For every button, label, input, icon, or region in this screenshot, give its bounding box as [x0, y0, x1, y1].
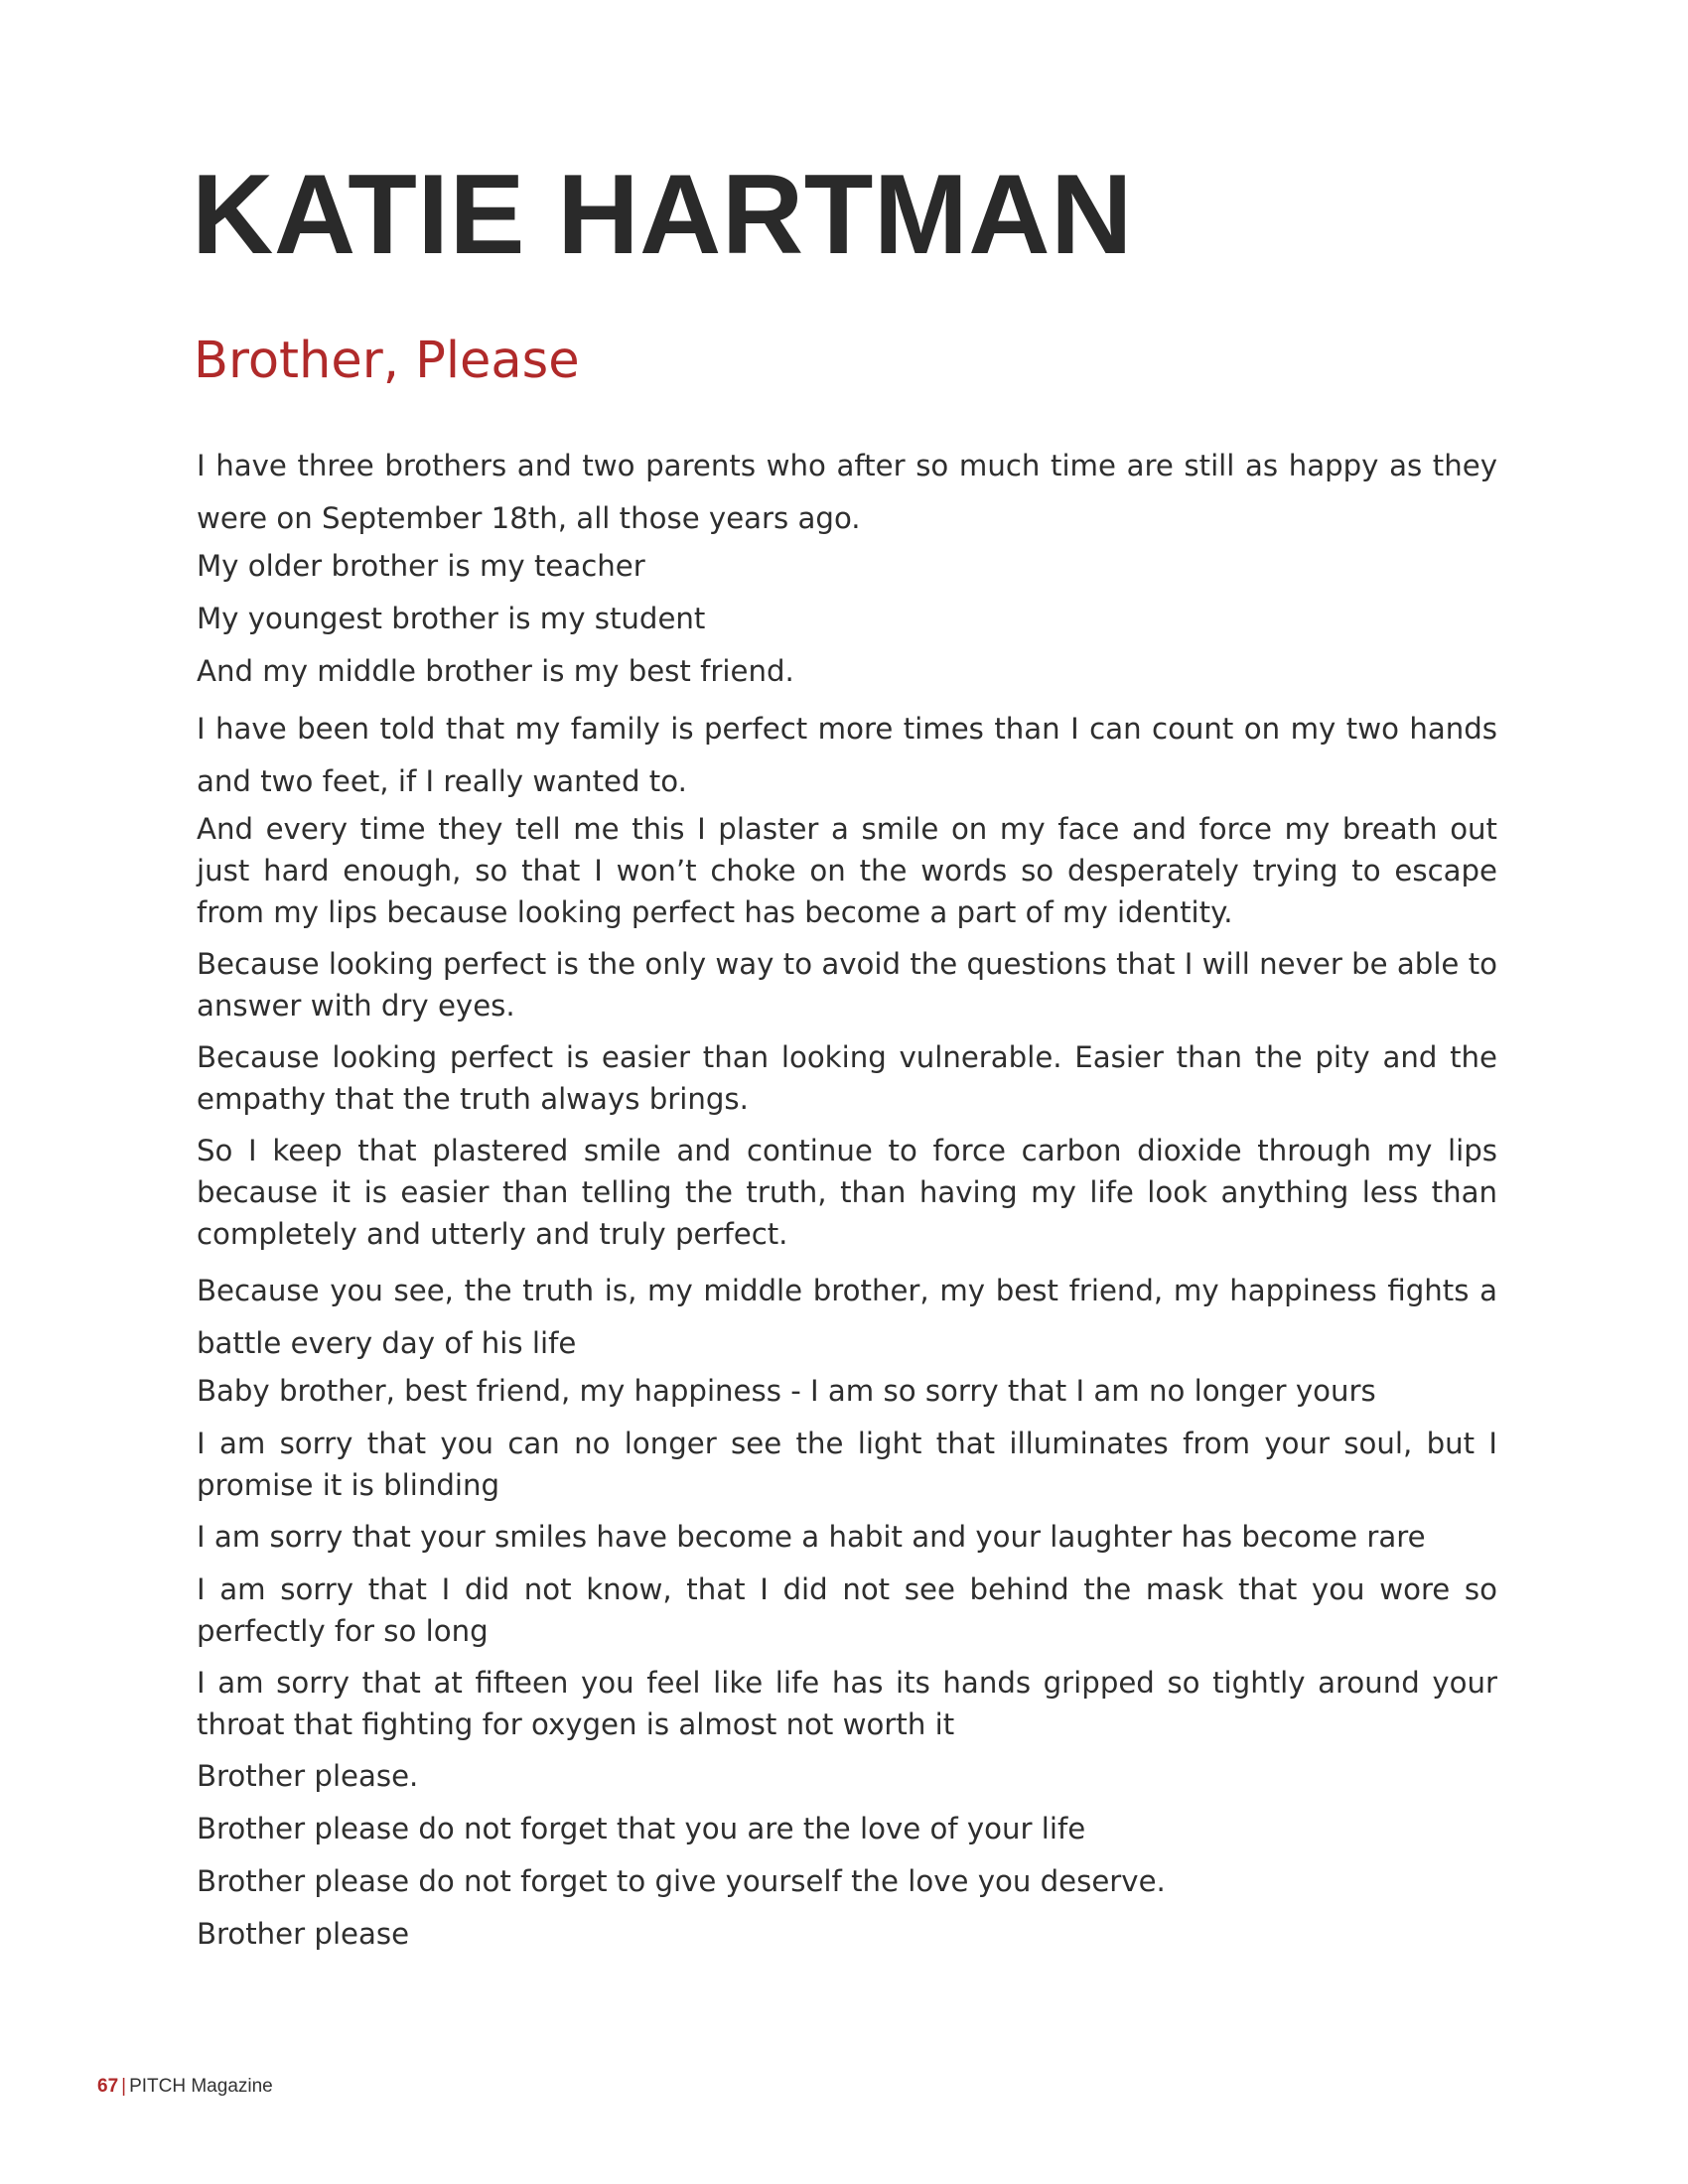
poem-line: My older brother is my teacher — [197, 549, 645, 583]
poem-line: I am sorry that your smiles have become a habit and your laughter has become rare — [197, 1520, 1426, 1554]
poem-line: Brother please do not forget to give yourself the love you deserve. — [197, 1864, 1166, 1898]
poem-line: I have three brothers and two parents who after so much time are still as happy as they were on September 18th, all those years ago. — [197, 449, 1497, 535]
poem-line: And my middle brother is my best friend. — [197, 654, 794, 688]
page-number: 67 — [97, 2076, 119, 2097]
page-footer — [97, 2077, 273, 2096]
poem-line: Because looking perfect is the only way to avoid the questions that I will never be able to answer with dry eyes. — [197, 947, 1497, 1023]
poem-body — [197, 440, 1497, 1966]
footer-separator: | — [121, 2076, 127, 2097]
poem-line: I am sorry that you can no longer see the light that illuminates from your soul, but I promise it is blinding — [197, 1427, 1497, 1502]
publication-name: PITCH Magazine — [129, 2076, 273, 2097]
poem-line: I am sorry that at fifteen you feel like life has its hands gripped so tightly around your throat that fighting for oxygen is almost not worth it — [197, 1666, 1497, 1741]
poem-line: I have been told that my family is perfect more times than I can count on my two hands and two feet, if I really wanted to. — [197, 712, 1497, 798]
poem-line: Baby brother, best friend, my happiness - I am so sorry that I am no longer yours — [197, 1374, 1376, 1408]
poem-line: So I keep that plastered smile and continue to force carbon dioxide through my lips because it is easier than telling the truth, than having my life look anything less than completely and utterly and truly perfect. — [197, 1134, 1497, 1251]
poem-line: Brother please — [197, 1917, 410, 1951]
poem-line: Brother please do not forget that you are the love of your life — [197, 1812, 1086, 1845]
poem-line: Brother please. — [197, 1759, 419, 1793]
poem-line: I am sorry that I did not know, that I did not see behind the mask that you wore so perfectly for so long — [197, 1572, 1497, 1648]
poem-line: And every time they tell me this I plaster a smile on my face and force my breath out just hard enough, so that I won’t choke on the words so desperately trying to escape from my lips because looking perfect has become a part of my identity. — [197, 812, 1497, 929]
author-name: KATIE HARTMAN — [192, 152, 1133, 278]
poem-title: Brother, Please — [194, 332, 580, 390]
poem-line: My youngest brother is my student — [197, 602, 706, 635]
poem-line: Because you see, the truth is, my middle brother, my best friend, my happiness fights a battle every day of his life — [197, 1274, 1497, 1360]
poem-line: Because looking perfect is easier than looking vulnerable. Easier than the pity and the empathy that the truth always brings. — [197, 1040, 1497, 1116]
